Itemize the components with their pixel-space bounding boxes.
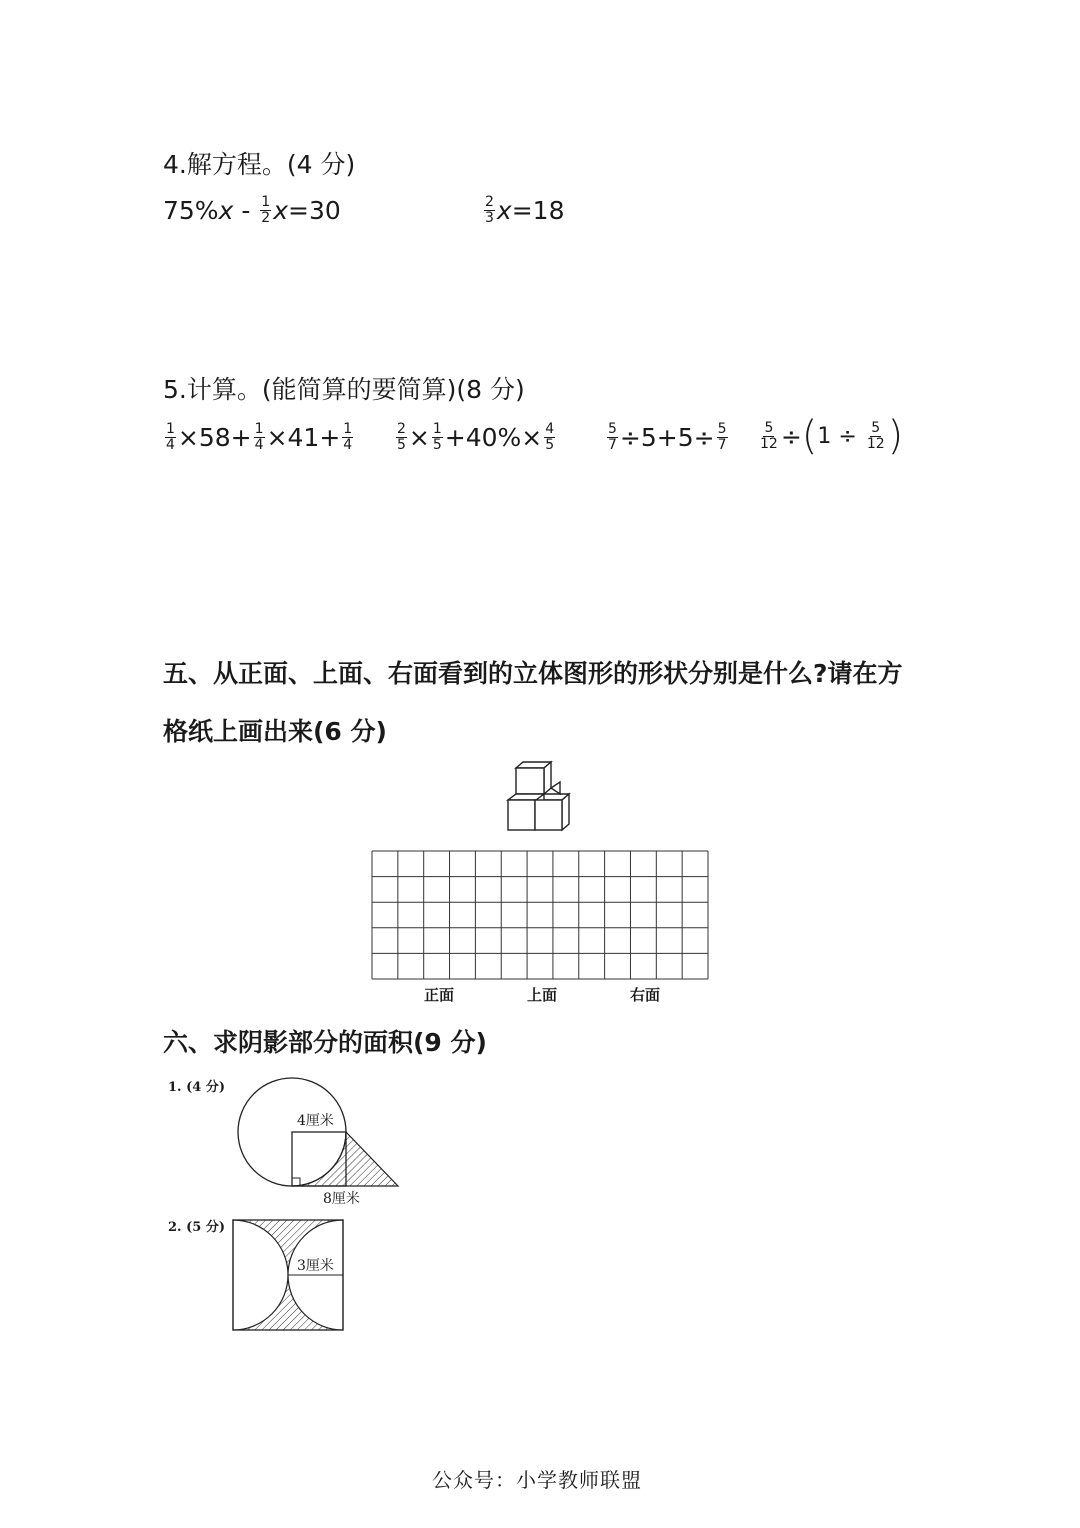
q4-equation-1	[163, 195, 341, 226]
footer-watermark: 公众号：小学教师联盟	[432, 1468, 642, 1492]
q4-eq1-minus: -	[233, 196, 259, 225]
q5-title: 5.计算。(能简算的要简算)(8 分)	[163, 375, 525, 404]
section5-title-line2: 格纸上画出来(6 分)	[163, 717, 387, 746]
q4-eq1-rhs: =30	[288, 196, 341, 225]
section5-title-line1: 五、从正面、上面、右面看到的立体图形的形状分别是什么?请在方	[163, 659, 903, 688]
problem1-label: 1. (4 分)	[168, 1080, 225, 1095]
q4-eq1-var: x	[218, 196, 234, 225]
q4-equation-2	[482, 195, 564, 226]
grid-paper[interactable]	[370, 849, 710, 981]
cube-figure	[500, 758, 580, 834]
q5-expr-2: $\frac{2}{5}$ × $\frac{1}{5}$ +40%× $\frac{4}{5}$	[397, 421, 555, 453]
q5-expr-1: $\frac{1}{4}$ ×58+ $\frac{1}{4}$ ×41+ $\frac{1}{4}$	[166, 421, 353, 453]
q4-title: 4.解方程。(4 分)	[163, 150, 356, 179]
problem2-figure	[228, 1215, 348, 1335]
q5-expr-4: $\frac{5}{12}$ ÷ ( 1 ÷ $\frac{5}{12}$ )	[760, 413, 904, 459]
q5-expr-3: $\frac{5}{7}$ ÷5+5÷ $\frac{5}{7}$	[608, 421, 727, 453]
q4-eq1-var2: x	[273, 196, 289, 225]
left-paren: (	[801, 413, 818, 459]
problem2-label: 2. (5 分)	[168, 1220, 225, 1235]
q4-eq2-fraction: $\frac{2}{3}$	[485, 194, 494, 226]
q4-eq2-rhs: =18	[511, 196, 565, 225]
label-front: 正面	[424, 986, 455, 1004]
q4-eq2-var: x	[496, 196, 512, 225]
label-top: 上面	[527, 986, 558, 1004]
problem2-dim-3cm: 3厘米	[297, 1258, 334, 1274]
label-right: 右面	[630, 986, 661, 1004]
section6-title: 六、求阴影部分的面积(9 分)	[163, 1028, 487, 1057]
problem1-dim-8cm: 8厘米	[323, 1191, 360, 1207]
problem1-dim-4cm: 4厘米	[297, 1113, 334, 1129]
q4-eq1-fraction: $\frac{1}{2}$	[261, 194, 271, 226]
problem1-figure	[230, 1072, 410, 1194]
right-paren: )	[887, 413, 904, 459]
q4-eq1-percent: 75%	[163, 196, 219, 225]
